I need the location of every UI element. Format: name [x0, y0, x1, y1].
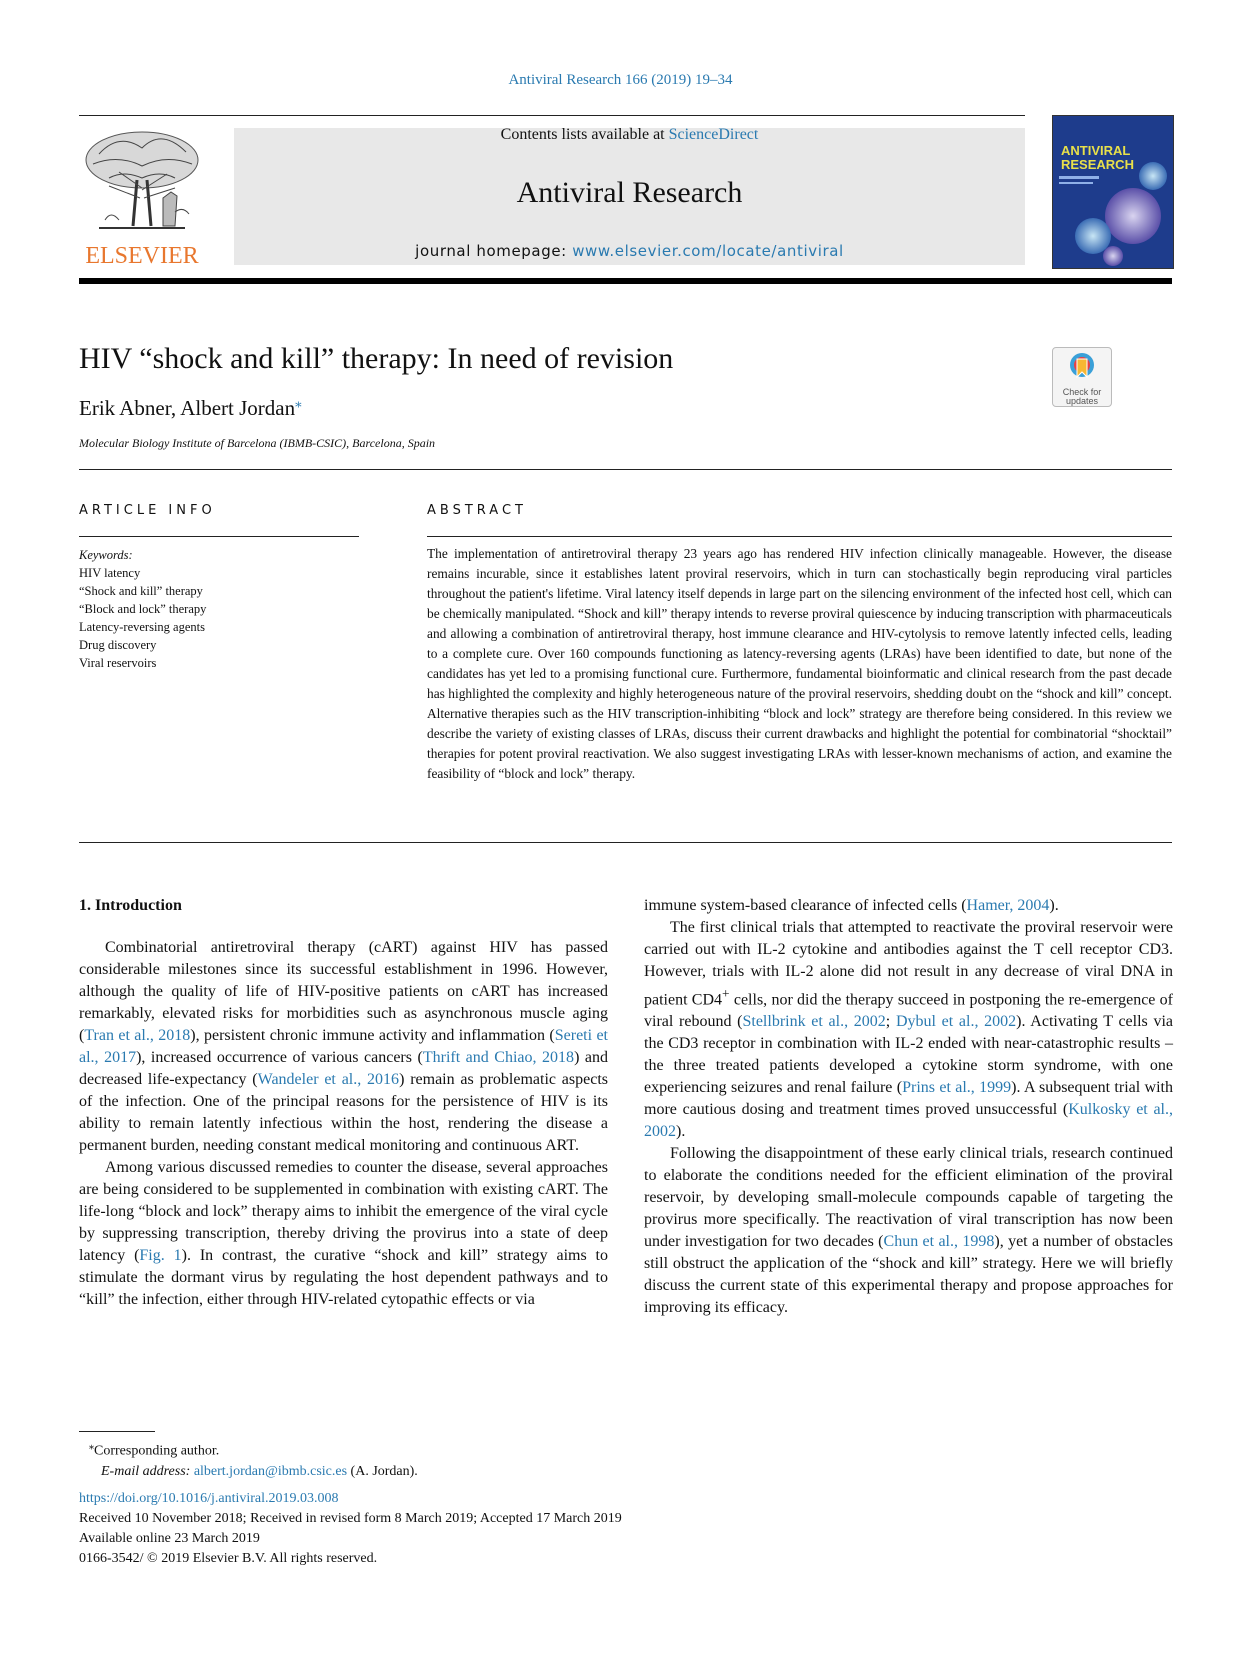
homepage-prefix: journal homepage:: [415, 242, 567, 260]
text-run: ;: [885, 1013, 896, 1031]
body-column-right: [644, 895, 1173, 1319]
keyword-item: Drug discovery: [79, 638, 157, 652]
citation-link[interactable]: Hamer, 2004: [966, 897, 1050, 914]
journal-masthead: [234, 128, 1025, 265]
email-link[interactable]: albert.jordan@ibmb.csic.es: [193, 1463, 348, 1479]
citation-link[interactable]: Dybul et al., 2002: [895, 1013, 1017, 1031]
keyword-item: “Block and lock” therapy: [79, 602, 207, 616]
journal-homepage-line: [234, 242, 1025, 260]
text-run: ), persistent chronic immune activity and inflammation (: [190, 1027, 555, 1044]
paragraph: [79, 937, 608, 1157]
email-suffix: (A. Jordan).: [350, 1463, 418, 1479]
text-run: The first clinical trials that attempted to reactivate the proviral reservoir were carried out with IL-2 cytokine and antibodies against the T cell receptor CD3. However, trials with IL-2 alone did not result in any decrease of viral DNA in patient CD4: [644, 919, 1173, 1009]
text-run: ), yet a number of obstacles still obstruct the application of the “shock and kill” strategy. Here we will briefly discuss the current state of this experimental therapy and propose approaches for improving its efficacy.: [644, 1233, 1174, 1317]
text-run: ) and decreased life-expectancy (: [79, 1049, 609, 1088]
citation-link[interactable]: Tran et al., 2018: [84, 1027, 191, 1044]
contents-prefix: Contents lists available at: [500, 126, 665, 143]
elsevier-wordmark: ELSEVIER: [85, 243, 199, 269]
text-run: cells, nor did the therapy succeed in postponing the re-emergence of viral rebound (: [644, 991, 1174, 1031]
text-run: Among various discussed remedies to counter the disease, several approaches are being considered to be supplemented in combination with existing cART. The life-long “block and lock” therapy aims to inhibit the emergence of the viral cycle by suppressing transcription, thereby driving the provirus into a state of deep latency (: [79, 1159, 608, 1264]
homepage-link[interactable]: www.elsevier.com/locate/antiviral: [572, 242, 844, 260]
keyword-item: “Shock and kill” therapy: [79, 584, 203, 598]
keywords-block: [79, 546, 359, 672]
elsevier-logo: [79, 128, 205, 268]
body-column-left: [79, 895, 608, 1311]
doi-link[interactable]: https://doi.org/10.1016/j.antiviral.2019.03.008: [79, 1491, 339, 1506]
superscript: +: [722, 986, 730, 1001]
bookmark-icon: [1067, 351, 1097, 383]
sciencedirect-link[interactable]: ScienceDirect: [668, 126, 759, 143]
paragraph: [644, 895, 1173, 917]
abstract-divider: [79, 842, 1172, 843]
received-dates: Received 10 November 2018; Received in revised form 8 March 2019; Accepted 17 March 2019: [79, 1511, 622, 1526]
text-run: Following the disappointment of these early clinical trials, research continued to elaborate the conditions needed for the efficient elimination of the proviral reservoir, by developing small-molecule compounds capable of targeting the provirus more specifically. The reactivation of viral transcription has now been under investigation for two decades (: [644, 1145, 1173, 1251]
email-label: E-mail address:: [101, 1463, 191, 1479]
text-run: ). A subsequent trial with more cautious dosing and treatment times proved unsuccessful (: [644, 1079, 1174, 1119]
top-rule: [79, 115, 1025, 116]
corresponding-author-note: [79, 1437, 779, 1462]
affiliation: Molecular Biology Institute of Barcelona (IBMB-CSIC), Barcelona, Spain: [79, 436, 436, 450]
keywords-label: Keywords:: [79, 548, 133, 562]
keyword-item: Viral reservoirs: [79, 656, 157, 670]
text-run: ).: [1049, 897, 1059, 914]
title-divider: [79, 469, 1172, 470]
contents-line: [234, 126, 1025, 144]
available-online: Available online 23 March 2019: [79, 1531, 260, 1546]
check-updates-line2: updates: [1065, 396, 1099, 406]
citation-link[interactable]: Thrift and Chiao, 2018: [422, 1049, 575, 1066]
citation-link[interactable]: Chun et al., 1998: [883, 1233, 995, 1251]
abstract-heading: ABSTRACT: [427, 503, 527, 518]
paragraph: [644, 917, 1173, 1143]
journal-title: Antiviral Research: [516, 176, 743, 209]
author-names: Erik Abner, Albert Jordan: [79, 396, 296, 420]
tree-icon: [79, 128, 205, 236]
citation-link[interactable]: Sereti et al., 2017: [79, 1027, 608, 1066]
text-run: Combinatorial antiretroviral therapy (cART) against HIV has passed considerable milestones since its successful establishment in 1996. However, although the quality of life of HIV-positive patients on cART has increased remarkably, elevated risks for morbidities such as asynchronous muscle aging (: [79, 939, 608, 1044]
article-info-heading: ARTICLE INFO: [79, 503, 216, 518]
corresponding-author-mark[interactable]: ⁎: [295, 395, 302, 410]
article-title: HIV “shock and kill” therapy: In need of revision: [79, 342, 674, 375]
footnote-rule: [79, 1431, 155, 1432]
email-line: [79, 1462, 779, 1482]
text-run: ) remain as problematic aspects of the infection. One of the principal reasons for the persistence of HIV is its ability to remain latently infectious within the host, rendering the disease a permanent burden, needing constant medical monitoring and continuous ART.: [79, 1071, 609, 1154]
cover-title-line2: RESEARCH: [1061, 157, 1134, 172]
header-thick-rule: [79, 278, 1172, 284]
figure-link[interactable]: Fig. 1: [139, 1247, 182, 1264]
text-run: ).: [676, 1123, 686, 1141]
paragraph: [79, 1157, 608, 1311]
publication-metadata: [79, 1489, 979, 1569]
author-list: [79, 395, 302, 421]
text-run: ). In contrast, the curative “shock and kill” strategy aims to stimulate the dormant virus by regulating the host dependent pathways and to “kill” the infection, either through HIV-related cytopathic effects or via: [79, 1247, 609, 1308]
corresponding-label: Corresponding author.: [94, 1443, 220, 1459]
copyright: 0166-3542/ © 2019 Elsevier B.V. All rights reserved.: [79, 1551, 378, 1566]
abstract-text: The implementation of antiretroviral therapy 23 years ago has rendered HIV infection clinically manageable. However, the disease remains incurable, since it establishes latent proviral reservoirs, which in turn can stochastically begin reproducing viral particles throughout the patient's lifetime. Viral latency itself depends in large part on the silencing environment of the infected host cell, which can be chemically manipulated. “Shock and kill” therapy intends to reverse proviral quiescence by inducing transcription with pharmaceuticals and allowing a combination of antiretroviral therapy, host immune clearance and HIV-cytolysis to remove latently infected cells, leading to a complete cure. Over 160 compounds functioning as latency-reversing agents (LRAs) have been identified to date, but none of the candidates has yet led to a promising functional cure. Furthermore, fundamental bioinformatic and clinical research from the past decade has highlighted the complexity and highly heterogeneous nature of the proviral reservoirs, shedding doubt on the “shock and kill” concept. Alternative therapies such as the HIV transcription-inhibiting “block and lock” strategy are therefore being considered. In this review we describe the variety of existing classes of LRAs, discuss their current drawbacks and highlight the potential for combinatorial “shocktail” therapies for potent proviral reactivation. We also suggest investigating LRAs with lesser-known mechanisms of action, and examine the feasibility of “block and lock” therapy.: [427, 546, 1172, 781]
check-updates-line1: Check for: [1062, 387, 1102, 397]
citation-link[interactable]: Kulkosky et al., 2002: [644, 1101, 1173, 1141]
cover-title-line1: ANTIVIRAL: [1061, 143, 1131, 158]
text-run: ). Activating T cells via the CD3 receptor in combination with IL-2 ended with near-catastrophic results – the three treated patients developed a cytokine storm syndrome, with one experiencing seizures and renal failure (: [644, 1013, 1174, 1097]
abstract-rule: [427, 536, 1172, 537]
keyword-item: HIV latency: [79, 566, 141, 580]
section-heading-introduction: 1. Introduction: [79, 897, 182, 914]
journal-reference[interactable]: Antiviral Research 166 (2019) 19–34: [508, 72, 733, 88]
citation-link[interactable]: Prins et al., 1999: [902, 1079, 1012, 1097]
check-for-updates-button[interactable]: [1052, 347, 1112, 407]
paragraph: [644, 1143, 1173, 1319]
journal-cover[interactable]: [1052, 115, 1174, 269]
footnote-mark: ⁎: [89, 1441, 94, 1452]
footnote: [79, 1437, 779, 1482]
citation-link[interactable]: Wandeler et al., 2016: [257, 1071, 400, 1088]
text-run: immune system-based clearance of infected cells (: [644, 897, 967, 914]
cover-art: [1053, 116, 1173, 268]
text-run: ), increased occurrence of various cancers (: [136, 1049, 423, 1066]
keyword-item: Latency-reversing agents: [79, 620, 205, 634]
article-info-rule: [79, 536, 359, 537]
citation-link[interactable]: Stellbrink et al., 2002: [742, 1013, 886, 1031]
